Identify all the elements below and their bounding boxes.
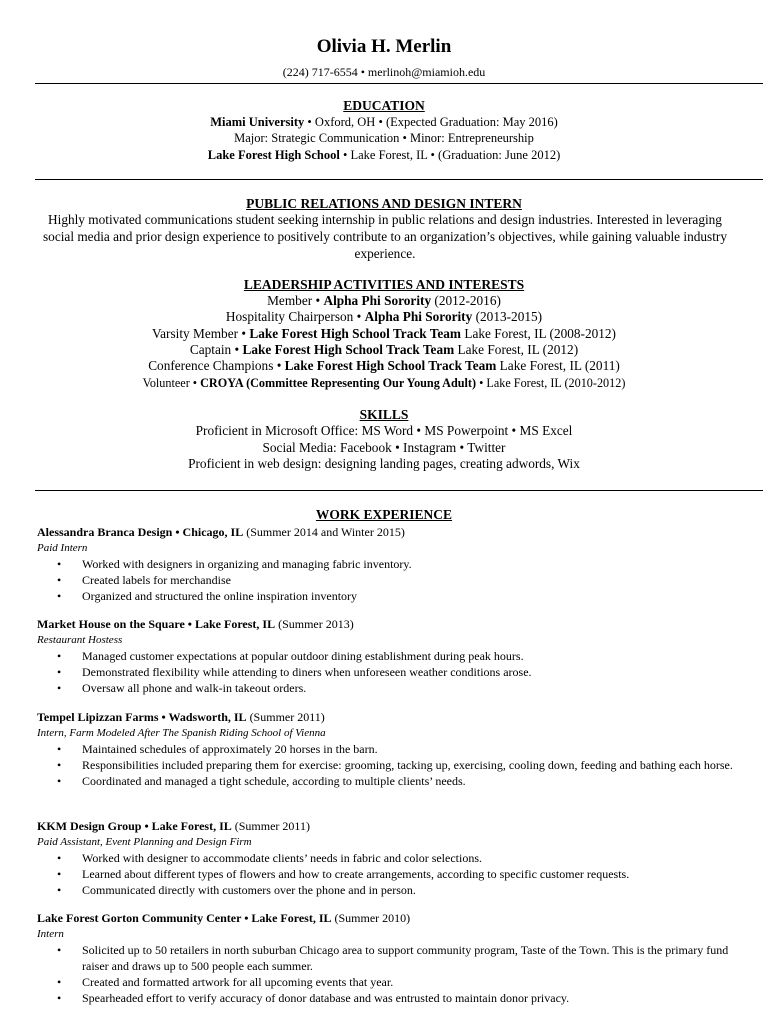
job-entry [37, 910, 737, 1006]
job-role: Paid Intern [37, 542, 88, 554]
leadership-item: Conference Champions • Lake Forest High School Track Team Lake Forest, IL (2011) [148, 358, 620, 373]
leadership-item: Varsity Member • Lake Forest High School Track Team Lake Forest, IL (2008-2012) [152, 326, 616, 341]
job-bullet: • Spearheaded effort to verify accuracy of donor database and was entrusted to maintain donor privacy. [37, 990, 737, 1006]
job-bullet: • Learned about different types of flowers and how to create arrangements, according to specific customer requests. [37, 866, 737, 882]
leadership-item: Volunteer • CROYA (Committee Representing Our Young Adult) • Lake Forest, IL (2010-2012) [142, 376, 626, 390]
job-role: Restaurant Hostess [37, 634, 123, 646]
education-heading: EDUCATION [343, 98, 425, 113]
job-bullet: • Maintained schedules of approximately 20 horses in the barn. [37, 741, 737, 757]
job-title: KKM Design Group • Lake Forest, IL (Summer 2011) [37, 819, 310, 833]
education-line: Miami University • Oxford, OH • (Expected Graduation: May 2016) [210, 115, 558, 129]
job-bullet: • Created labels for merchandise [37, 572, 737, 588]
skill-item: Proficient in web design: designing landing pages, creating adwords, Wix [188, 456, 580, 471]
job-entry [37, 818, 737, 898]
contact-line: (224) 717-6554 • merlinoh@miamioh.edu [282, 65, 486, 79]
job-bullet: • Coordinated and managed a tight schedule, according to multiple clients’ needs. [37, 773, 737, 789]
job-entry [37, 709, 737, 789]
job-entry [37, 616, 737, 696]
leadership-item: Captain • Lake Forest High School Track Team Lake Forest, IL (2012) [189, 342, 579, 357]
objective-heading: PUBLIC RELATIONS AND DESIGN INTERN [246, 196, 522, 211]
job-bullet: • Communicated directly with customers over the phone and in person. [37, 882, 737, 898]
leadership-item: Member • Alpha Phi Sorority (2012-2016) [267, 293, 501, 308]
divider [35, 490, 763, 491]
job-bullet: • Worked with designer to accommodate clients’ needs in fabric and color selections. [37, 850, 737, 866]
skills-heading: SKILLS [359, 407, 409, 422]
leadership-item: Hospitality Chairperson • Alpha Phi Sorority (2013-2015) [225, 309, 543, 324]
job-bullet: • Managed customer expectations at popular outdoor dining establishment during peak hours. [37, 648, 737, 664]
work-heading: WORK EXPERIENCE [315, 507, 453, 522]
job-bullet: • Oversaw all phone and walk-in takeout orders. [37, 680, 737, 696]
job-entry [37, 524, 737, 604]
job-title: Market House on the Square • Lake Forest, IL (Summer 2013) [37, 617, 354, 631]
objective-text: Highly motivated communications student seeking internship in public relations and design industries. Interested in leveraging social media and prior design experience to positively contribute to an organization’s objectives, while gaining valuable industry experience. [43, 212, 727, 261]
job-bullet: • Demonstrated flexibility while attending to diners when unforeseen weather conditions arose. [37, 664, 737, 680]
skill-item: Proficient in Microsoft Office: MS Word • MS Powerpoint • MS Excel [195, 423, 573, 438]
leadership-heading: LEADERSHIP ACTIVITIES AND INTERESTS [243, 277, 525, 292]
job-title: Lake Forest Gorton Community Center • Lake Forest, IL (Summer 2010) [37, 911, 411, 925]
job-bullet: • Organized and structured the online inspiration inventory [37, 588, 737, 604]
job-bullet: • Solicited up to 50 retailers in north suburban Chicago area to support community program, Taste of the Town. This is the primary fund raiser and draws up to 500 people each summer. [37, 942, 737, 974]
divider [35, 179, 763, 180]
candidate-name: Olivia H. Merlin [316, 36, 452, 57]
job-title: Alessandra Branca Design • Chicago, IL (Summer 2014 and Winter 2015) [37, 525, 405, 539]
skill-item: Social Media: Facebook • Instagram • Twitter [262, 440, 506, 455]
job-bullet: • Worked with designers in organizing and managing fabric inventory. [37, 556, 737, 572]
job-bullet: • Responsibilities included preparing them for exercise: grooming, tacking up, exercising, cooling down, feeding and bathing each horse. [37, 757, 737, 773]
education-line: Lake Forest High School • Lake Forest, IL • (Graduation: June 2012) [207, 148, 561, 162]
job-role: Intern [37, 928, 64, 940]
education-line: Major: Strategic Communication • Minor: Entrepreneurship [234, 131, 534, 145]
job-title: Tempel Lipizzan Farms • Wadsworth, IL (Summer 2011) [37, 710, 325, 724]
job-role: Paid Assistant, Event Planning and Design Firm [37, 836, 252, 848]
divider [35, 83, 763, 84]
job-bullet: • Created and formatted artwork for all upcoming events that year. [37, 974, 737, 990]
job-role: Intern, Farm Modeled After The Spanish Riding School of Vienna [37, 727, 326, 739]
